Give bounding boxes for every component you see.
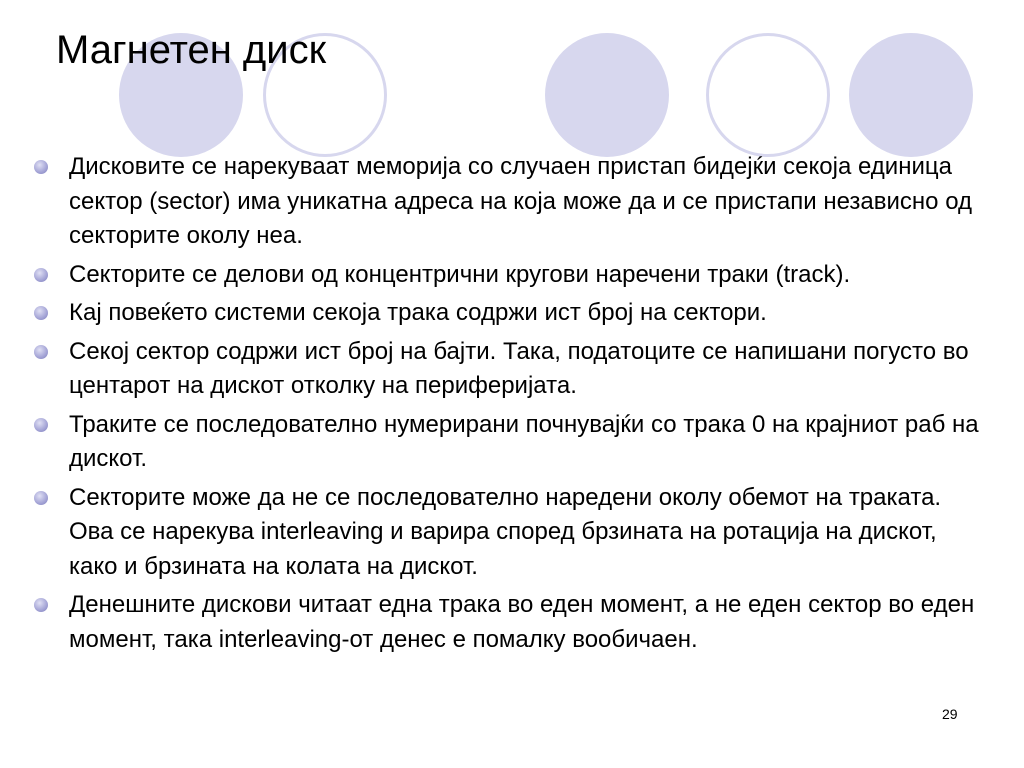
bullet-dot-icon (34, 598, 48, 612)
bullet-text: Секторите може да не се последователно наредени околу обемот на траката. Ова се нарекува interleaving и варира според брзината на ротација на дискот, како и брзината на колата на дискот. (69, 483, 942, 580)
bullet-text: Дисковите се нарекуваат меморија со случаен пристап бидејќи секоја единица сектор (sector) има уникатна адреса на која може да и се пристапи независно од секторите околу неа. (69, 153, 973, 249)
bullet-dot-icon (34, 418, 48, 432)
bullet-dot-icon (34, 306, 48, 320)
bullet-text: Кај повеќето системи секоја трака содржи ист број на сектори. (69, 299, 767, 326)
decorative-circle-filled (545, 33, 669, 157)
bullet-item (32, 150, 982, 254)
bullet-dot-icon (34, 160, 48, 174)
bullet-dot-icon (34, 268, 48, 282)
bullet-text: Денешните дискови читаат една трака во еден момент, а не еден сектор во еден момент, така interleaving-от денес е помалку вообичаен. (69, 591, 975, 653)
decorative-circle-filled (849, 33, 973, 157)
bullet-list (32, 150, 982, 661)
bullet-item (32, 481, 982, 585)
slide-title: Магнетен диск (56, 28, 327, 72)
bullet-dot-icon (34, 345, 48, 359)
decorative-circle-ring (706, 33, 830, 157)
bullet-item (32, 258, 982, 293)
bullet-dot-icon (34, 491, 48, 505)
bullet-text: Траките се последователно нумерирани почнувајќи со трака 0 на крајниот раб на дискот. (69, 410, 979, 472)
bullet-item (32, 588, 982, 657)
bullet-text: Секој сектор содржи ист број на бајти. Така, податоците се напишани погусто во центарот на дискот отколку на периферијата. (69, 337, 969, 399)
bullet-item (32, 335, 982, 404)
bullet-item (32, 296, 982, 331)
bullet-item (32, 408, 982, 477)
page-number: 29 (942, 706, 958, 722)
bullet-text: Секторите се делови од концентрични кругови наречени траки (track). (69, 260, 851, 288)
